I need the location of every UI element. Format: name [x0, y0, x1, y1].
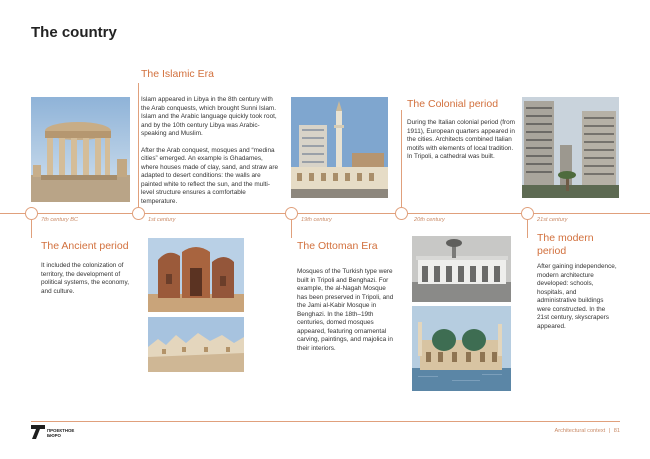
timeline-marker	[132, 207, 145, 220]
timeline-label: 19th century	[301, 217, 332, 223]
footer-section-label: Architectural context | 81	[554, 428, 620, 434]
timeline-label: 7th century BC	[41, 217, 78, 223]
bureau-logo-text	[47, 428, 74, 438]
islamic-era-paragraph: After the Arab conquest, mosques and “medina cities” emerged. An example is Ghadames, where houses made of clay, sand, and straw are adapted to desert conditions: the walls are painted white to reflect the sun, and the multi-level structure ensures a comfortable temperature.	[141, 146, 278, 205]
domed-mosque-photo	[412, 306, 511, 391]
timeline-marker	[285, 207, 298, 220]
colonial-period-title: The Colonial period	[407, 98, 499, 110]
colonial-building-photo	[412, 236, 511, 302]
timeline-marker	[521, 207, 534, 220]
ottoman-era-title: The Ottoman Era	[297, 240, 378, 252]
islamic-era-text	[141, 96, 279, 206]
logo-line: ПРОЕКТНОЕ	[47, 428, 75, 433]
timeline-label: 20th century	[414, 217, 445, 223]
connector-colonial	[401, 110, 402, 214]
modern-period-title: The modern period	[537, 232, 594, 257]
timeline-marker	[395, 207, 408, 220]
mosque-minaret-photo	[291, 97, 388, 198]
footer-divider	[31, 421, 620, 422]
ottoman-era-text: Mosques of the Turkish type were built in Tripoli and Benghazi. For example, the al-Nagah Mosque has been preserved in Tripoli, and the Jami al-Kabir Mosque in Benghazi. In the 18th–19th centuries, domed mosques appeared, featuring ornamental carving, paintings, and majolica in their interiors.	[297, 268, 394, 352]
ancient-ruins-photo	[31, 97, 130, 202]
logo-line: БЮРО	[47, 433, 61, 439]
timeline-label: 1st century	[148, 217, 176, 223]
clay-ruins-photo	[148, 238, 244, 312]
bureau-logo	[31, 425, 45, 444]
timeline-label: 21st century	[537, 217, 568, 223]
colonial-period-text: During the Italian colonial period (from 1911), European quarters appeared in the cities. Architects combined Italian motifs with elements of local tradition. In Tripoli, a cathedral was built.	[407, 119, 515, 161]
timeline-marker	[25, 207, 38, 220]
page-number: 81	[613, 428, 620, 434]
ghadames-houses-photo	[148, 317, 244, 372]
ancient-period-title: The Ancient period	[41, 240, 129, 252]
connector-islamic	[138, 83, 139, 214]
islamic-era-title: The Islamic Era	[141, 68, 214, 80]
page-title: The country	[31, 24, 117, 41]
timeline-axis	[0, 213, 650, 214]
skyscrapers-photo	[522, 97, 619, 198]
section-name: Architectural context	[554, 428, 606, 434]
ancient-period-text: It included the colonization of territory, the development of political systems, the economy, and culture.	[41, 262, 129, 295]
modern-period-text: After gaining independence, modern architecture developed: schools, hospitals, and administrative buildings were constructed. In the 21st century, skyscrapers appeared.	[537, 263, 617, 330]
islamic-era-paragraph: Islam appeared in Libya in the 8th century with the Arab conquests, which brought Sunni Islam. Islam and the Arabic language quickly took root, and by the 10th century Libya was Arabic-speaking and Muslim.	[141, 96, 277, 138]
